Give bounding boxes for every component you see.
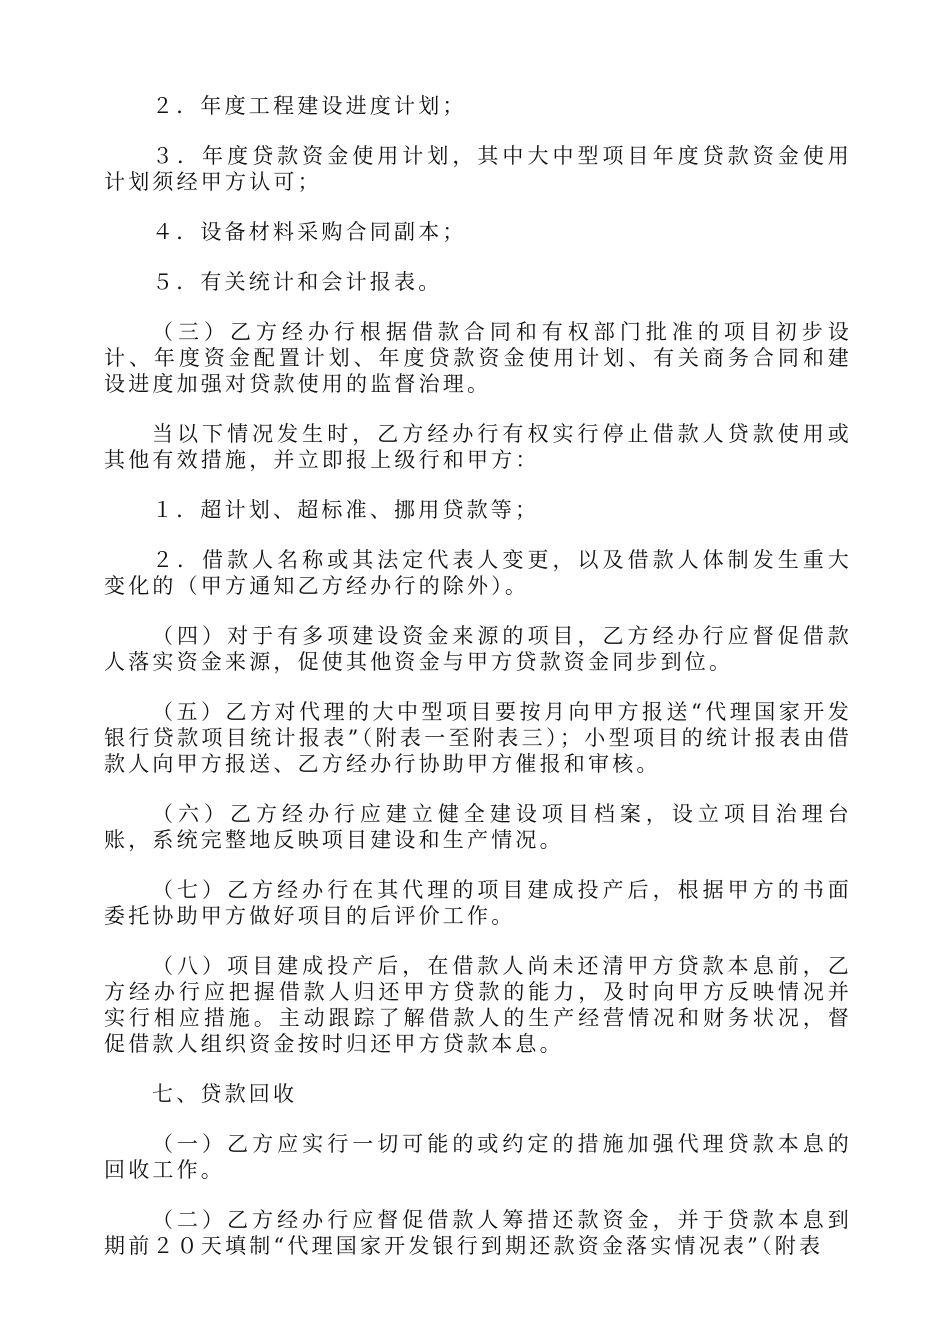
document-body [104,93,852,1283]
paragraph-stop-conditions: 当以下情况发生时，乙方经办行有权实行停止借款人贷款使用或其他有效措施，并立即报上级行和甲方： [104,422,852,472]
paragraph-section-8: （八）项目建成投产后，在借款人尚未还清甲方贷款本息前，乙方经办行应把握借款人归还甲方贷款的能力，及时向甲方反映情况并实行相应措施。主动跟踪了解借款人的生产经营情况和财务状况，督促借款人组织资金按时归还甲方贷款本息。 [104,954,852,1056]
paragraph-condition-1: １．超计划、超标准、挪用贷款等； [152,498,540,522]
paragraph-item-5: ５．有关统计和会计报表。 [152,270,443,294]
paragraph-section-4: （四）对于有多项建设资金来源的项目，乙方经办行应督促借款人落实资金来源，促使其他资金与甲方贷款资金同步到位。 [104,624,852,674]
paragraph-recovery-2: （二）乙方经办行应督促借款人筹措还款资金，并于贷款本息到期前２０天填制“代理国家开发银行到期还款资金落实情况表”（附表 [104,1208,852,1258]
paragraph-item-2: ２．年度工程建设进度计划； [152,94,467,118]
paragraph-section-3: （三）乙方经办行根据借款合同和有权部门批准的项目初步设计、年度资金配置计划、年度贷款资金使用计划、有关商务合同和建设进度加强对贷款使用的监督治理。 [104,320,852,396]
paragraph-section-6: （六）乙方经办行应建立健全建设项目档案，设立项目治理台账，系统完整地反映项目建设和生产情况。 [104,802,852,852]
paragraph-section-5: （五）乙方对代理的大中型项目要按月向甲方报送“代理国家开发银行贷款项目统计报表”（附表一至附表三）；小型项目的统计报表由借款人向甲方报送、乙方经办行协助甲方催报和审核。 [104,700,852,776]
paragraph-item-4: ４．设备材料采购合同副本； [152,220,467,244]
section-heading-loan-recovery: 七、贷款回收 [152,1082,298,1106]
paragraph-item-3: ３．年度贷款资金使用计划，其中大中型项目年度贷款资金使用计划须经甲方认可； [104,144,852,194]
paragraph-section-7: （七）乙方经办行在其代理的项目建成投产后，根据甲方的书面委托协助甲方做好项目的后评价工作。 [104,878,852,928]
paragraph-recovery-1: （一）乙方应实行一切可能的或约定的措施加强代理贷款本息的回收工作。 [104,1132,852,1182]
paragraph-condition-2: ２．借款人名称或其法定代表人变更，以及借款人体制发生重大变化的（甲方通知乙方经办行的除外）。 [104,548,852,598]
